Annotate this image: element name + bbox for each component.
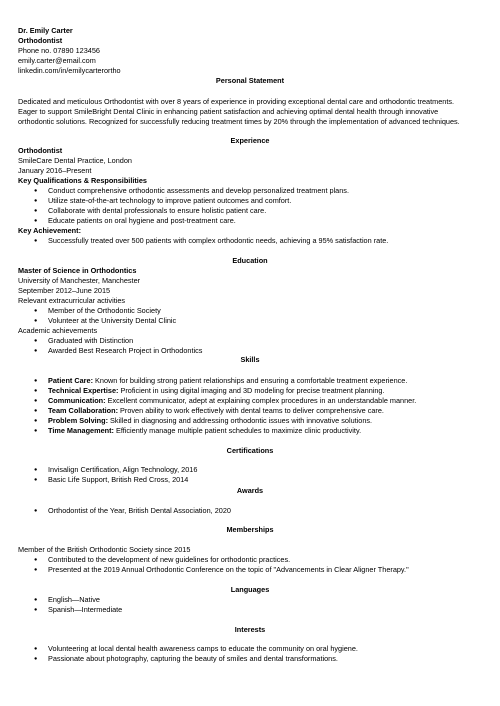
skill-label: Technical Expertise: bbox=[48, 386, 119, 395]
skill-item bbox=[48, 426, 484, 436]
list-item: ● English—Native bbox=[48, 595, 484, 605]
education-heading: Education bbox=[232, 256, 268, 265]
certifications-heading: Certifications bbox=[226, 446, 274, 455]
skill-label: Communication: bbox=[48, 396, 106, 405]
skill-item bbox=[48, 376, 484, 386]
degree: Master of Science in Orthodontics bbox=[18, 266, 137, 275]
candidate-name: Dr. Emily Carter bbox=[18, 26, 73, 35]
interests-heading: Interests bbox=[234, 625, 266, 634]
statement-line: orthodontic solutions. Recognized for successfully reducing treatment times by 20% through the implementation of advanced techniques. bbox=[18, 117, 460, 126]
list-item: ● Invisalign Certification, Align Technology, 2016 bbox=[48, 465, 484, 475]
list-item: ● Educate patients on oral hygiene and post-treatment care. bbox=[48, 216, 484, 226]
list-item: ● Graduated with Distinction bbox=[48, 336, 484, 346]
skill-label: Team Collaboration: bbox=[48, 406, 119, 415]
education-dates: September 2012–June 2015 bbox=[18, 286, 111, 295]
skill-label: Problem Solving: bbox=[48, 416, 109, 425]
list-item: ● Volunteering at local dental health awareness camps to educate the community on oral hygiene. bbox=[48, 644, 484, 654]
skill-label: Patient Care: bbox=[48, 376, 94, 385]
candidate-title: Orthodontist bbox=[18, 36, 63, 45]
statement-line: Eager to support SmileBright Dental Clinic in enhancing patient satisfaction and achieving optimal dental health through innovative bbox=[18, 107, 439, 116]
academic-achievements-label: Academic achievements bbox=[18, 326, 98, 335]
school: University of Manchester, Manchester bbox=[18, 276, 141, 285]
skill-text: Skilled in diagnosing and addressing orthodontic issues with innovative solutions. bbox=[108, 416, 373, 425]
skill-text: Proven ability to work effectively with dental teams to deliver comprehensive care. bbox=[118, 406, 384, 415]
list-item: ● Presented at the 2019 Annual Orthodontic Conference on the topic of "Advancements in Clear Aligner Therapy." bbox=[48, 565, 484, 575]
list-item: ● Passionate about photography, capturing the beauty of smiles and dental transformations. bbox=[48, 654, 484, 664]
list-item: ● Utilize state-of-the-art technology to improve patient outcomes and comfort. bbox=[48, 196, 484, 206]
list-item: ● Conduct comprehensive orthodontic assessments and develop personalized treatment plans. bbox=[48, 186, 484, 196]
statement-line: Dedicated and meticulous Orthodontist with over 8 years of experience in providing exceptional dental care and orthodontic treatments. bbox=[18, 97, 455, 106]
qualifications-heading: Key Qualifications & Responsibilities bbox=[18, 176, 147, 185]
list-item: ● Awarded Best Research Project in Orthodontics bbox=[48, 346, 484, 356]
activities-label: Relevant extracurricular activities bbox=[18, 296, 126, 305]
list-item: ● Successfully treated over 500 patients with complex orthodontic needs, achieving a 95% satisfaction rate. bbox=[48, 236, 484, 246]
list-item: ● Orthodontist of the Year, British Dental Association, 2020 bbox=[48, 506, 484, 516]
experience-heading: Experience bbox=[230, 136, 270, 145]
list-item: ● Basic Life Support, British Red Cross, 2014 bbox=[48, 475, 484, 485]
job-dates: January 2016–Present bbox=[18, 166, 92, 175]
email-address: emily.carter@email.com bbox=[18, 56, 96, 65]
list-item: ● Spanish—Intermediate bbox=[48, 605, 484, 615]
phone-number: Phone no. 07890 123456 bbox=[18, 46, 100, 55]
personal-statement-heading: Personal Statement bbox=[215, 76, 285, 85]
achievement-heading: Key Achievement: bbox=[18, 226, 81, 235]
list-item: ● Contributed to the development of new guidelines for orthodontic practices. bbox=[48, 555, 484, 565]
skill-text: Excellent communicator, adept at explaining complex procedures in an understandable manner. bbox=[105, 396, 417, 405]
skill-item bbox=[48, 406, 484, 416]
skill-text: Efficiently manage multiple patient schedules to maximize clinic productivity. bbox=[113, 426, 362, 435]
languages-heading: Languages bbox=[230, 585, 270, 594]
skill-label: Time Management: bbox=[48, 426, 114, 435]
skill-item bbox=[48, 396, 484, 406]
skill-item bbox=[48, 386, 484, 396]
list-item: ● Volunteer at the University Dental Clinic bbox=[48, 316, 484, 326]
skill-item bbox=[48, 416, 484, 426]
list-item: ● Collaborate with dental professionals to ensure holistic patient care. bbox=[48, 206, 484, 216]
list-item: ● Member of the Orthodontic Society bbox=[48, 306, 484, 316]
job-role: Orthodontist bbox=[18, 146, 63, 155]
membership-intro: Member of the British Orthodontic Society since 2015 bbox=[18, 545, 191, 554]
skills-heading: Skills bbox=[240, 355, 260, 364]
memberships-heading: Memberships bbox=[226, 525, 274, 534]
linkedin-url: linkedin.com/in/emilycarterortho bbox=[18, 66, 121, 75]
job-employer: SmileCare Dental Practice, London bbox=[18, 156, 132, 165]
skill-text: Proficient in using digital imaging and 3D modeling for precise treatment planning. bbox=[118, 386, 385, 395]
awards-heading: Awards bbox=[236, 486, 264, 495]
skill-text: Known for building strong patient relationships and ensuring a comfortable treatment experience. bbox=[93, 376, 408, 385]
